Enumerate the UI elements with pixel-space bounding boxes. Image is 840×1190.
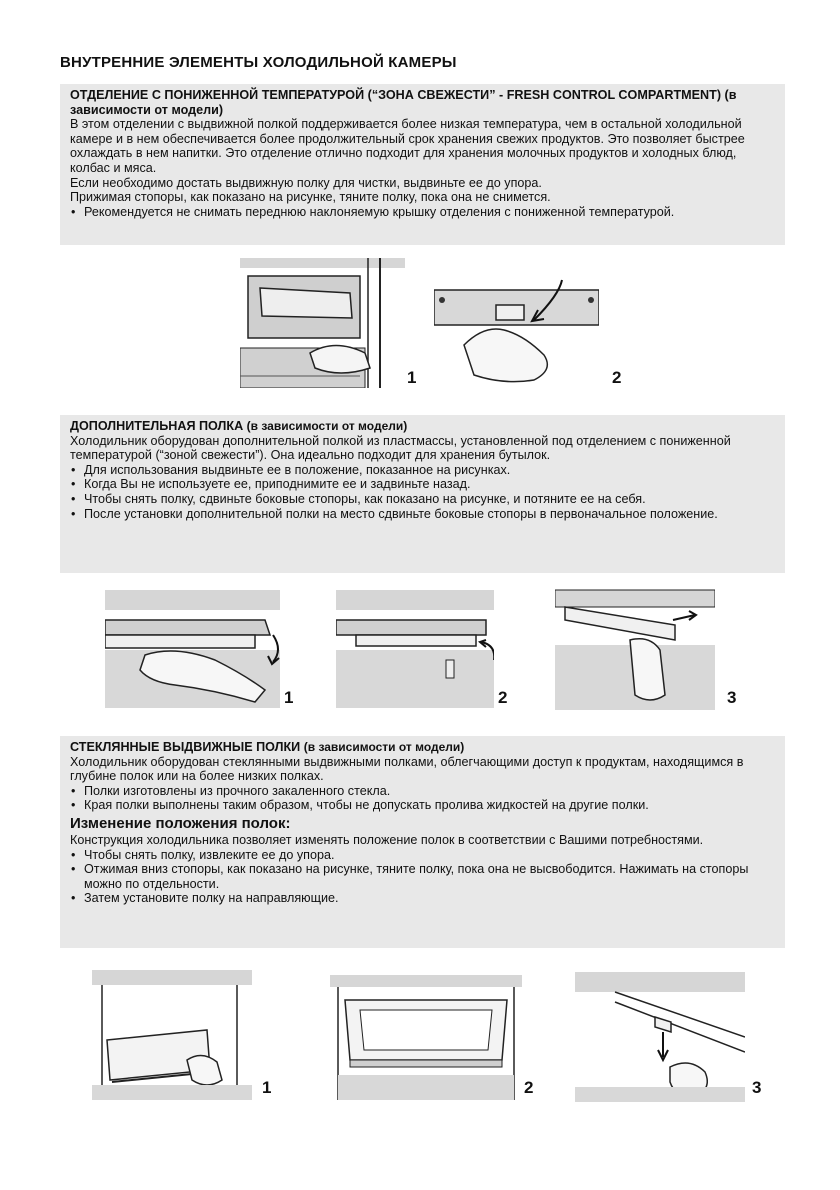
bullet-item: • Рекомендуется не снимать переднюю наклоняемую крышку отделения с пониженной температурой. <box>70 205 777 220</box>
bullet-list <box>70 205 777 220</box>
illustration-fresh-zone-1 <box>240 258 405 388</box>
bullet-item: • Полки изготовлены из прочного закаленного стекла. <box>70 784 777 799</box>
bullet-list <box>70 463 777 521</box>
section-title-text: СТЕКЛЯННЫЕ ВЫДВИЖНЫЕ ПОЛКИ <box>70 740 301 754</box>
bullet-item: • Когда Вы не используете ее, приподнимите ее и задвиньте назад. <box>70 477 777 492</box>
section-title-text: ДОПОЛНИТЕЛЬНАЯ ПОЛКА <box>70 419 244 433</box>
bullet-list <box>70 848 777 906</box>
section-title <box>70 740 777 755</box>
paragraph: Если необходимо достать выдвижную полку для чистки, выдвиньте ее до упора. <box>70 175 542 190</box>
bullet-item: • После установки дополнительной полки на место сдвиньте боковые стопоры в первоначальное положение. <box>70 507 777 522</box>
figure-number: 2 <box>612 368 622 387</box>
paragraph: Холодильник оборудован стеклянными выдвижными полками, облегчающими доступ к продуктам, находящимся в глубине полок или на более низких полках. <box>70 754 744 784</box>
bullet-item: • Чтобы снять полку, извлеките ее до упора. <box>70 848 777 863</box>
illustration-glass-shelf-3 <box>575 972 745 1102</box>
illustration-additional-shelf-3 <box>555 585 715 710</box>
paragraph: В этом отделении с выдвижной полкой поддерживается более низкая температура, чем в остальной холодильной камере и в нем обеспечивается более продолжительный срок хранения свежих продуктов. Это позволяет быстрее охлаждать в нем напитки. Это отделение отлично подходит для хранения молочных продуктов и холодных блюд, колбас и мяса. <box>70 117 745 175</box>
figure-number: 3 <box>727 688 737 707</box>
figure-number: 3 <box>752 1078 762 1097</box>
figure-number: 1 <box>284 688 294 707</box>
bullet-item: • Для использования выдвиньте ее в положение, показанное на рисунках. <box>70 463 777 478</box>
bullet-item: • Чтобы снять полку, сдвиньте боковые стопоры, как показано на рисунке, и потяните ее на себя. <box>70 492 777 507</box>
subheading: Изменение положения полок: <box>70 814 291 832</box>
section-title: ОТДЕЛЕНИЕ С ПОНИЖЕННОЙ ТЕМПЕРАТУРОЙ (“ЗОНА СВЕЖЕСТИ” - FRESH CONTROL COMPARTMENT) (в зависимости от модели) <box>70 88 737 117</box>
figure-number: 1 <box>262 1078 272 1097</box>
page-title: ВНУТРЕННИЕ ЭЛЕМЕНТЫ ХОЛОДИЛЬНОЙ КАМЕРЫ <box>60 54 457 71</box>
paragraph: Конструкция холодильника позволяет изменять положение полок в соответствии с Вашими потребностями. <box>70 832 704 847</box>
bullet-item: • Отжимая вниз стопоры, как показано на рисунке, тяните полку, пока она не высвободится. Нажимать на стопоры можно по отдельности. <box>70 862 777 891</box>
bullet-item: • Затем установите полку на направляющие. <box>70 891 777 906</box>
illustration-glass-shelf-1 <box>92 970 252 1100</box>
section-fresh-zone <box>60 84 785 245</box>
section-additional-shelf <box>60 415 785 573</box>
figure-number: 1 <box>407 368 417 387</box>
illustration-additional-shelf-1 <box>105 590 280 708</box>
figure-number: 2 <box>524 1078 534 1097</box>
bullet-item: • Края полки выполнены таким образом, чтобы не допускать пролива жидкостей на другие полки. <box>70 798 777 813</box>
section-glass-shelves <box>60 736 785 948</box>
illustration-glass-shelf-2 <box>330 975 522 1100</box>
section-title <box>70 419 777 434</box>
illustration-additional-shelf-2 <box>336 590 494 708</box>
illustration-fresh-zone-2 <box>434 265 599 387</box>
figure-number: 2 <box>498 688 508 707</box>
paragraph: Холодильник оборудован дополнительной полкой из пластмассы, установленной под отделением с пониженной температурой (“зоной свежести”). Она идеально подходит для хранения бутылок. <box>70 433 731 463</box>
section-title-note: (в зависимости от модели) <box>246 419 408 433</box>
section-title-note: (в зависимости от модели) <box>303 740 465 754</box>
bullet-list <box>70 784 777 813</box>
paragraph: Прижимая стопоры, как показано на рисунке, тяните полку, пока она не снимется. <box>70 190 551 205</box>
